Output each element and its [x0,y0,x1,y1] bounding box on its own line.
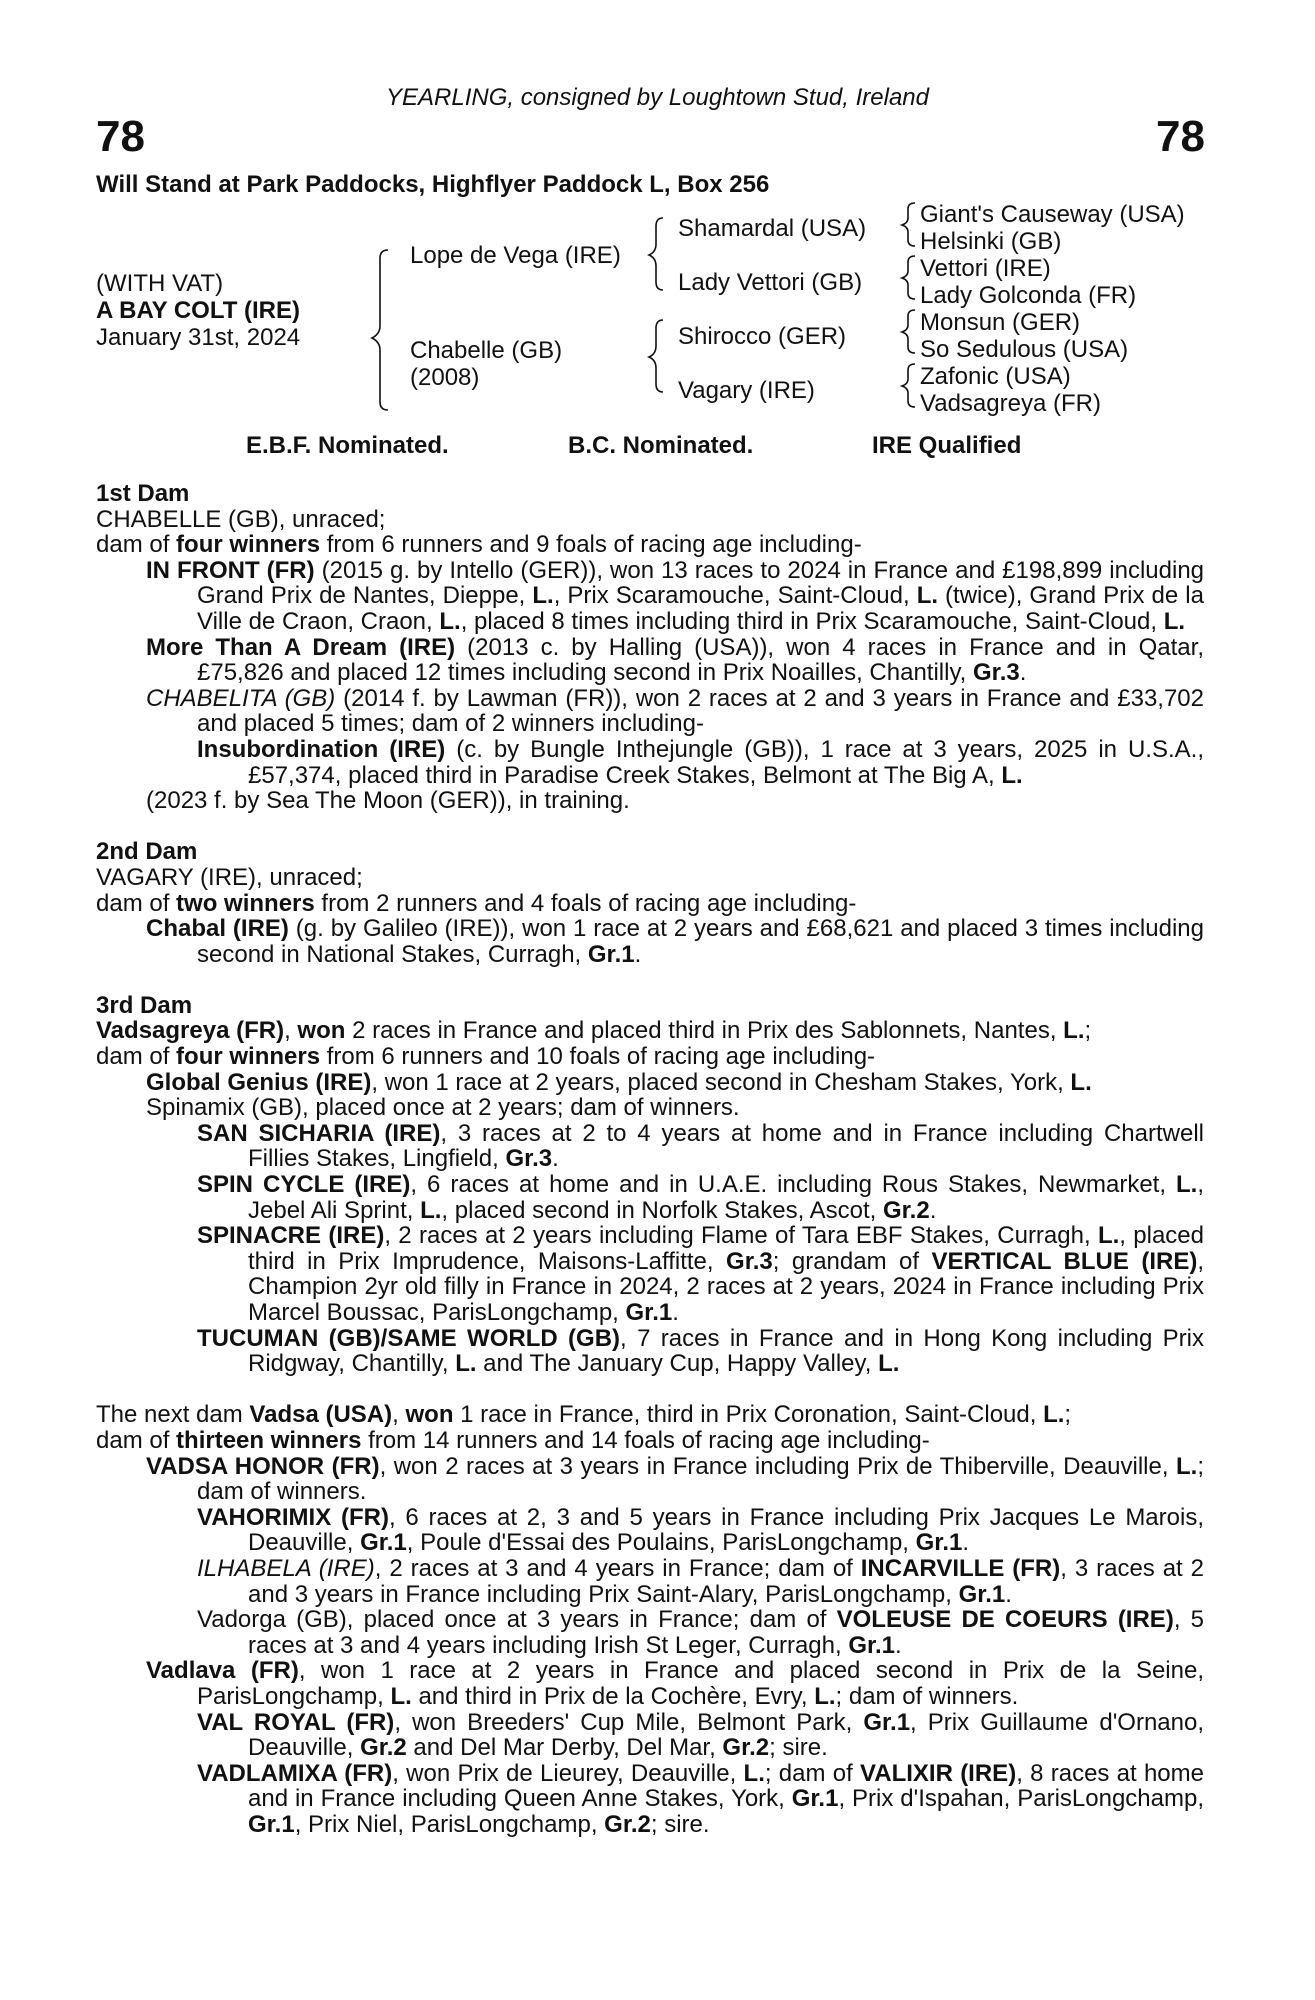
third-dam-record: dam of four winners from 6 runners and 10 foals of racing age including- [96,1043,876,1071]
first-dam-heading: 1st Dam [96,480,190,507]
progeny-vadlamixa: VADLAMIXA (FR), won Prix de Lieurey, Deauville, L.; dam of VALIXIR (IRE), 8 races at home and in France including Queen Anne Stakes, York, Gr.1, Prix d'Ispahan, ParisLongchamp, Gr.1, Prix Niel, ParisLongchamp, Gr.2; sire. [197,1759,1205,1838]
sire-dam: Lady Vettori (GB) [678,269,863,296]
ancestor-6: So Sedulous (USA) [920,336,1129,363]
vat-note: (WITH VAT) [96,270,224,297]
consignment-line: YEARLING, consigned by Loughtown Stud, Ireland [386,84,929,111]
progeny-vadsa-honor: VADSA HONOR (FR), won 2 races at 3 years in France including Prix de Thiberville, Deauville, L.; dam of winners. [146,1452,1204,1506]
ire-qualified: IRE Qualified [872,432,1022,459]
stand-location: Will Stand at Park Paddocks, Highflyer Paddock L, Box 256 [96,171,770,198]
second-dam-heading: 2nd Dam [96,838,198,866]
bracket-g3 [902,310,915,353]
second-dam-line: VAGARY (IRE), unraced; [96,863,363,891]
progeny-spinacre: SPINACRE (IRE), 2 races at 2 years including Flame of Tara EBF Stakes, Curragh, L., placed third in Prix Imprudence, Maisons-Laffitte, Gr.3; grandam of VERTICAL BLUE (IRE), Champion 2yr old filly in France in 2024, 2 races at 2 years, 2024 in France including Prix Marcel Boussac, ParisLongchamp, Gr.1. [197,1222,1204,1326]
progeny-ilhabela: ILHABELA (IRE), 2 races at 3 and 4 years in France; dam of INCARVILLE (FR), 3 races at 2 and 3 years in France including Prix Saint-Alary, ParisLongchamp, Gr.1. [197,1554,1205,1608]
progeny-san-sicharia: SAN SICHARIA (IRE), 3 races at 2 to 4 years at home and in France including Chartwell Fillies Stakes, Lingfield, Gr.3. [197,1119,1204,1173]
dam-year: (2008) [410,364,480,391]
progeny-in-front: IN FRONT (FR) (2015 g. by Intello (GER)), won 13 races to 2024 in France and £198,899 including Grand Prix de Nantes, Dieppe, L., Prix Scaramouche, Saint-Cloud, L. (twice), Grand Prix de la Ville de Craon, Craon, L., placed 8 times including third in Prix Scaramouche, Saint-Cloud, L. [146,556,1205,635]
ancestor-4: Lady Golconda (FR) [920,282,1137,309]
dam-dam: Vagary (IRE) [678,377,815,404]
progeny-spin-cycle: SPIN CYCLE (IRE), 6 races at home and in U.A.E. including Rous Stakes, Newmarket, L., Jebel Ali Sprint, L., placed second in Norfolk Stakes, Ascot, Gr.2. [197,1171,1205,1224]
progeny-vahorimix: VAHORIMIX (FR), 6 races at 2, 3 and 5 years in France including Prix Jacques Le Marois, Deauville, Gr.1, Poule d'Essai des Poulains, ParisLongchamp, Gr.1. [197,1503,1204,1557]
dam-sire: Shirocco (GER) [678,323,847,350]
progeny-spinamix: Spinamix (GB), placed once at 2 years; dam of winners. [146,1094,740,1122]
progeny-chabelita: CHABELITA (GB) (2014 f. by Lawman (FR)), won 2 races at 2 and 3 years in France and £33,702 and placed 5 times; dam of 2 winners including- [146,684,1205,738]
lot-number-right: 78 [1156,112,1205,161]
second-dam-record: dam of two winners from 2 runners and 4 foals of racing age including- [96,889,857,917]
ancestor-3: Vettori (IRE) [920,255,1051,282]
ancestor-2: Helsinki (GB) [920,228,1062,255]
fourth-dam-record: dam of thirteen winners from 14 runners and 14 foals of racing age including- [96,1426,930,1454]
progeny-vadorga: Vadorga (GB), placed once at 3 years in France; dam of VOLEUSE DE COEURS (IRE), 5 races at 3 and 4 years including Irish St Leger, Curragh, Gr.1. [197,1606,1204,1659]
sire-sire: Shamardal (USA) [678,215,867,242]
ancestor-1: Giant's Causeway (USA) [920,201,1185,228]
dam: Chabelle (GB) [410,337,563,364]
sire: Lope de Vega (IRE) [410,242,621,269]
progeny-more-than-a-dream: More Than A Dream (IRE) (2013 c. by Halling (USA)), won 4 races in France and in Qatar, £75,826 and placed 12 times including second in Prix Noailles, Chantilly, Gr.3. [146,633,1204,687]
third-dam-line: Vadsagreya (FR), won 2 races in France and placed third in Prix des Sablonnets, Nantes, L.; [96,1017,1092,1045]
bracket-g2 [902,256,915,299]
progeny-tucuman: TUCUMAN (GB)/SAME WORLD (GB), 7 races in France and in Hong Kong including Prix Ridgway, Chantilly, L. and The January Cup, Happy Valley, L. [197,1324,1205,1378]
lot-number-left: 78 [96,112,145,161]
first-dam-line: CHABELLE (GB), unraced; [96,505,386,533]
first-dam-record: dam of four winners from 6 runners and 9 foals of racing age including- [96,531,862,559]
subject-name: A BAY COLT (IRE) [96,297,301,324]
progeny-global-genius: Global Genius (IRE), won 1 race at 2 years, placed second in Chesham Stakes, York, L. [146,1068,1092,1096]
ebf-nominated: E.B.F. Nominated. [246,432,449,459]
bracket-dam [649,320,663,392]
progeny-vadlava: Vadlava (FR), won 1 race at 2 years in France and placed second in Prix de la Seine, ParisLongchamp, L. and third in Prix de la Cochère, Evry, L.; dam of winners. [146,1657,1205,1710]
progeny-insubordination: Insubordination (IRE) (c. by Bungle Inthejungle (GB)), 1 race at 3 years, 2025 in U.S.A., £57,374, placed third in Paradise Creek Stakes, Belmont at The Big A, L. [197,735,1204,789]
progeny-2023-filly: (2023 f. by Sea The Moon (GER)), in training. [146,787,630,815]
progeny-val-royal: VAL ROYAL (FR), won Breeders' Cup Mile, Belmont Park, Gr.1, Prix Guillaume d'Ornano, Deauville, Gr.2 and Del Mar Derby, Del Mar, Gr.2; sire. [197,1708,1205,1762]
progeny-chabal: Chabal (IRE) (g. by Galileo (IRE)), won 1 race at 2 years and £68,621 and placed 3 times including second in National Stakes, Curragh, Gr.1. [146,915,1204,968]
bracket-g1 [902,203,915,246]
third-dam-heading: 3rd Dam [96,991,193,1019]
bracket-sire [649,218,663,290]
ancestor-8: Vadsagreya (FR) [920,390,1101,417]
ancestor-5: Monsun (GER) [920,309,1081,336]
bc-nominated: B.C. Nominated. [568,432,754,459]
bracket-g4 [902,364,915,407]
ancestor-7: Zafonic (USA) [920,363,1071,390]
bracket-main [372,250,388,410]
foaling-date: January 31st, 2024 [96,324,301,351]
family-text [96,481,1204,1837]
fourth-dam-line: The next dam Vadsa (USA), won 1 race in France, third in Prix Coronation, Saint-Cloud, L.; [96,1401,1072,1429]
